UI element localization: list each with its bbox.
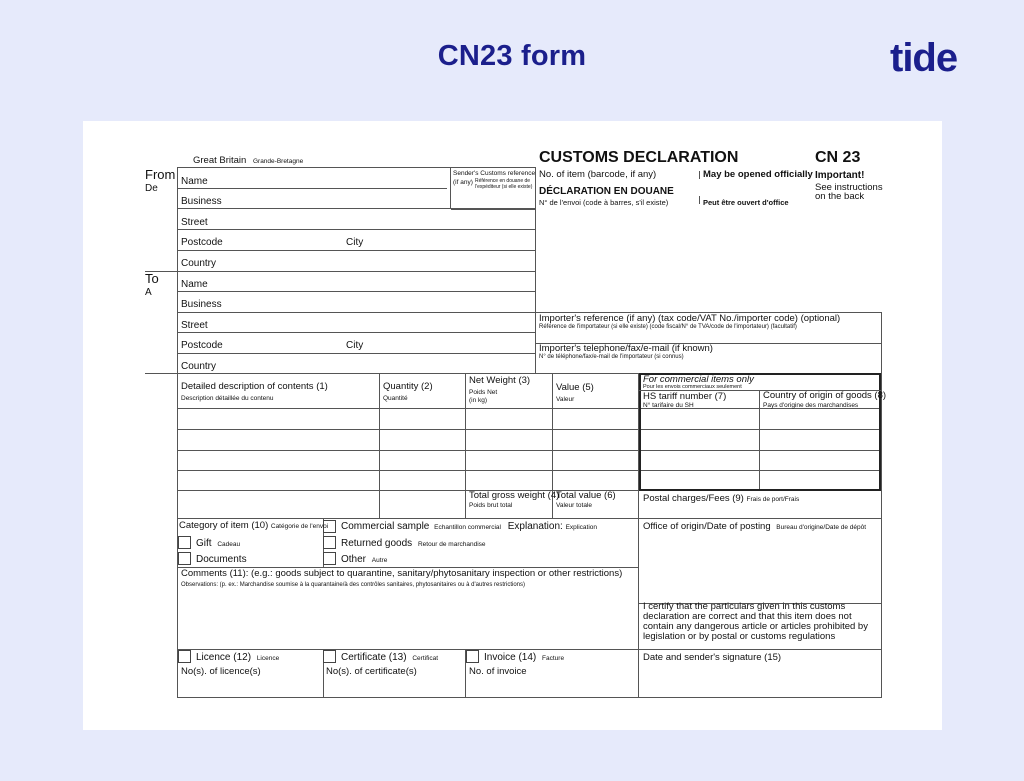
net-weight-unit: (in kg) (469, 397, 488, 404)
importer-ref-label: Importer's reference (if any) (tax code/VAT No./importer code) (optional) (539, 313, 841, 324)
country-origin: Great Britain Grande-Bretagne (193, 155, 304, 166)
sender-ref-fr: Référence en douane de l'expéditeur (si elle existe) (475, 178, 533, 190)
documents-checkbox[interactable] (178, 552, 191, 565)
item-no-label: No. of item (barcode, if any) (539, 169, 657, 180)
gross-weight-label: Total gross weight (4) (469, 490, 560, 501)
total-value-fr: Valeur totale (556, 502, 593, 509)
from-label: From (145, 167, 176, 182)
qty-header: Quantity (2) (383, 381, 433, 392)
net-weight-header: Net Weight (3) (469, 375, 531, 386)
origin-header-fr: Pays d'origine des marchandises (763, 402, 859, 409)
comments-label: Comments (11): (e.g.: goods subject to quarantine, sanitary/phytosanitary inspection or other restrictions) (181, 568, 623, 579)
certificate-no-label: No(s). of certificate(s) (326, 666, 417, 677)
sender-business-label: Business (181, 196, 222, 207)
see-instructions: See instructions (815, 182, 883, 193)
from-label-fr: De (145, 183, 158, 194)
brand-logo: tide (890, 36, 958, 80)
hs-header-fr: N° tarifaire du SH (643, 402, 694, 409)
invoice-checkbox[interactable] (466, 650, 479, 663)
gift-checkbox[interactable] (178, 536, 191, 549)
importer-tel-label: Importer's telephone/fax/e-mail (if known) (539, 343, 713, 354)
importer-tel-fr: N° de téléphone/fax/e-mail de l'importateur (si connus) (539, 354, 684, 360)
gross-weight-fr: Poids brut total (469, 502, 513, 509)
important-label: Important! (815, 170, 865, 181)
sender-ref-label: Sender's Customs reference (453, 170, 536, 177)
recipient-city-label: City (346, 340, 364, 351)
returned-goods-checkbox[interactable] (323, 536, 336, 549)
licence-label: Licence (12) Licence (196, 652, 280, 663)
signature-label: Date and sender's signature (15) (643, 652, 782, 663)
recipient-name-label: Name (181, 279, 208, 290)
office-origin-label: Office of origin/Date of posting Bureau d'origine/Date de dépôt (643, 521, 867, 532)
item-no-fr: N° de l'envoi (code à barres, s'il existe) (539, 198, 669, 207)
invoice-label: Invoice (14) Facture (484, 652, 565, 663)
sender-street-label: Street (181, 217, 208, 228)
desc-header: Detailed description of contents (1) (181, 381, 328, 392)
qty-header-fr: Quantité (383, 395, 408, 402)
sender-name-label: Name (181, 176, 208, 187)
cn23-form (83, 121, 942, 730)
sender-city-label: City (346, 237, 364, 248)
gift-label: Gift Cadeau (196, 538, 241, 549)
postal-charges-label: Postal charges/Fees (9) Frais de port/Frais (643, 493, 800, 504)
returned-goods-label: Returned goods Retour de marchandise (341, 538, 486, 549)
hs-header: HS tariff number (7) (643, 391, 727, 402)
value-header: Value (5) (556, 382, 594, 393)
sender-postcode-label: Postcode (181, 237, 223, 248)
certificate-checkbox[interactable] (323, 650, 336, 663)
may-open-label: May be opened officially (703, 169, 813, 180)
other-checkbox[interactable] (323, 552, 336, 565)
recipient-country-label: Country (181, 361, 217, 372)
other-label: Other Autre (341, 554, 388, 565)
commercial-header-fr: Pour les envois commerciaux seulement (643, 384, 742, 390)
desc-header-fr: Description détaillée du contenu (181, 395, 274, 402)
commercial-header: For commercial items only (643, 374, 754, 385)
documents-label: Documents (196, 554, 247, 565)
declaration-fr: DÉCLARATION EN DOUANE (539, 186, 674, 197)
category-label: Category of item (10) Catégorie de l'envoi (179, 520, 329, 531)
sender-ref-sub: (if any) (453, 179, 473, 186)
customs-declaration-title: CUSTOMS DECLARATION (539, 149, 739, 166)
cn23-label: CN 23 (815, 149, 861, 166)
total-value-label: Total value (6) (556, 490, 616, 501)
page-title: CN23 form (437, 40, 587, 72)
origin-header: Country of origin of goods (8) (763, 390, 887, 401)
value-header-fr: Valeur (556, 396, 575, 403)
commercial-sample-label: Commercial sample Echantillon commercial Explanation: Explication (341, 521, 598, 532)
importer-ref-fr: Référence de l'importateur (si elle existe) (code fiscal/N° de TVA/code de l'importateur) (facultatif) (539, 324, 797, 330)
comments-fr: Observations: (p. ex.: Marchandise soumise à la quarantaine/à des contrôles sanitaires, phytosanitaires ou à d'autres restrictions) (181, 582, 525, 588)
recipient-postcode-label: Postcode (181, 340, 223, 351)
recipient-business-label: Business (181, 299, 222, 310)
licence-no-label: No(s). of licence(s) (181, 666, 261, 677)
certificate-label: Certificate (13) Certificat (341, 652, 439, 663)
may-open-fr: Peut être ouvert d'office (703, 198, 789, 207)
licence-checkbox[interactable] (178, 650, 191, 663)
net-weight-fr: Poids Net (469, 389, 498, 396)
invoice-no-label: No. of invoice (469, 666, 527, 677)
to-label: To (145, 271, 159, 286)
certify-text: I certify that the particulars given in this customs declaration are correct and that this item does not contain any dangerous article or articles prohibited by legislation or by postal or customs regulations (643, 601, 868, 642)
on-the-back: on the back (815, 191, 865, 202)
to-label-fr: A (145, 287, 152, 298)
sender-country-label: Country (181, 258, 217, 269)
recipient-street-label: Street (181, 320, 208, 331)
